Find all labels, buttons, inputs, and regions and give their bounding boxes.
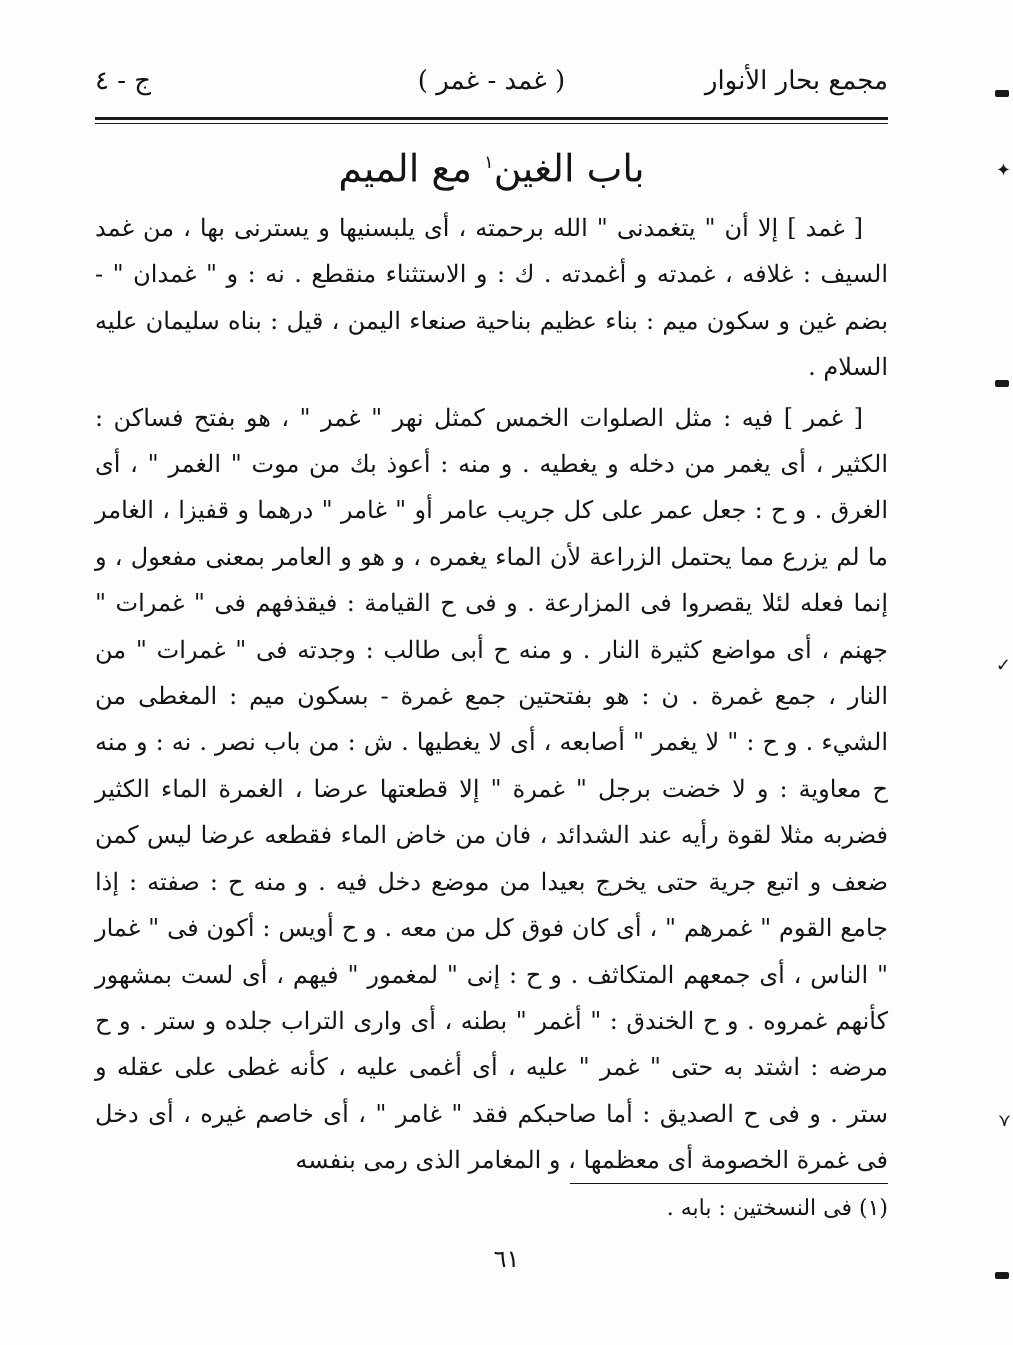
section-range: ( غمد - غمر ) (417, 66, 566, 96)
volume-label: ج - ٤ (95, 66, 152, 96)
chapter-title (95, 138, 888, 194)
entry-ghamd: [ غمد ] إلا أن " يتغمدنى " الله برحمته ، أى يلبسنيها و يسترنى بها ، من غمد السيف : غلافه ، غمدته و أغمدته . ك : و الاستثناء منقطع . نه : و " غمدان " - بضم غين و سكون ميم : بناء عظيم بناحية صنعاء اليمن ، قيل : بناه سليمان عليه السلام . (95, 214, 888, 382)
entry-ghamr: [ غمر ] فيه : مثل الصلوات الخمس كمثل نهر " غمر " ، هو بفتح فساكن : الكثير ، أى يغمر من دخله و يغطيه . و منه : أعوذ بك من موت " الغمر " ، أى الغرق . و ح : جعل عمر على كل جريب عامر أو " غامر " درهما و قفيزا ، الغامر ما لم يزرع مما يحتمل الزراعة لأن الماء يغمره ، و هو و العامر بمعنى مفعول ، و إنما فعله لئلا يقصروا فى المزارعة . و فى ح القيامة : فيقذفهم فى " غمرات " جهنم ، أى مواضع كثيرة النار . و منه ح أبى طالب : وجدته فى " غمرات " من النار ، جمع غمرة . ن : هو بفتحتين جمع غمرة - بسكون ميم : المغطى من الشيء . و ح : " لا يغمر " أصابعه ، أى لا يغطيها . ش : من باب نصر . نه : و منه ح معاوية : و لا خضت برجل " غمرة " إلا قطعتها عرضا ، الغمرة الماء الكثير فضربه مثلا لقوة رأيه عند الشدائد ، فان من خاض الماء فقطعه عرضا ليس كمن ضعف و اتبع جرية حتى يخرج بعيدا من موضع دخل فيه . و منه ح : صفته : إذا جامع القوم " غمرهم " ، أى كان فوق كل من معه . و ح أويس : أكون فى " غمار " الناس ، أى جمعهم المتكاثف . و ح : إنى " لمغمور " فيهم ، أى لست بمشهور كأنهم غمروه . و ح الخندق : " أغمر " بطنه ، أى وارى التراب جلده و ستر . و ح مرضه : اشتد به حتى " غمر " عليه ، أى أغمى عليه ، كأنه غطى على عقله و ستر . و فى ح الصديق : أما صاحبكم فقد " غامر " ، أى خاصم غيره ، أى دخل فى غمرة الخصومة أى معظمها ، و المغامر الذى رمى بنفسه (95, 403, 889, 1175)
body-text (95, 205, 888, 1184)
footnote: (١) فى النسختين : بابه . (666, 1196, 888, 1221)
header-rule-thick (95, 117, 888, 120)
chapter-title-rest: مع الميم (338, 146, 472, 191)
footnote-rule (570, 1183, 888, 1184)
page-number: ٦١ (493, 1245, 520, 1273)
scan-edge-mark (995, 380, 1009, 387)
scan-edge-mark (995, 1272, 1009, 1279)
footnote-ref: ١ (484, 152, 494, 173)
scan-speck: ⋎ (997, 1110, 1011, 1131)
running-head (95, 66, 888, 110)
chapter-title-text: باب الغين (493, 146, 645, 191)
scan-speck: ✓ (995, 655, 1011, 676)
book-title: مجمع بحار الأنوار (704, 66, 888, 96)
header-rule-thin (95, 123, 888, 124)
scan-edge-mark (995, 90, 1009, 97)
scan-speck: ✦ (995, 160, 1011, 181)
